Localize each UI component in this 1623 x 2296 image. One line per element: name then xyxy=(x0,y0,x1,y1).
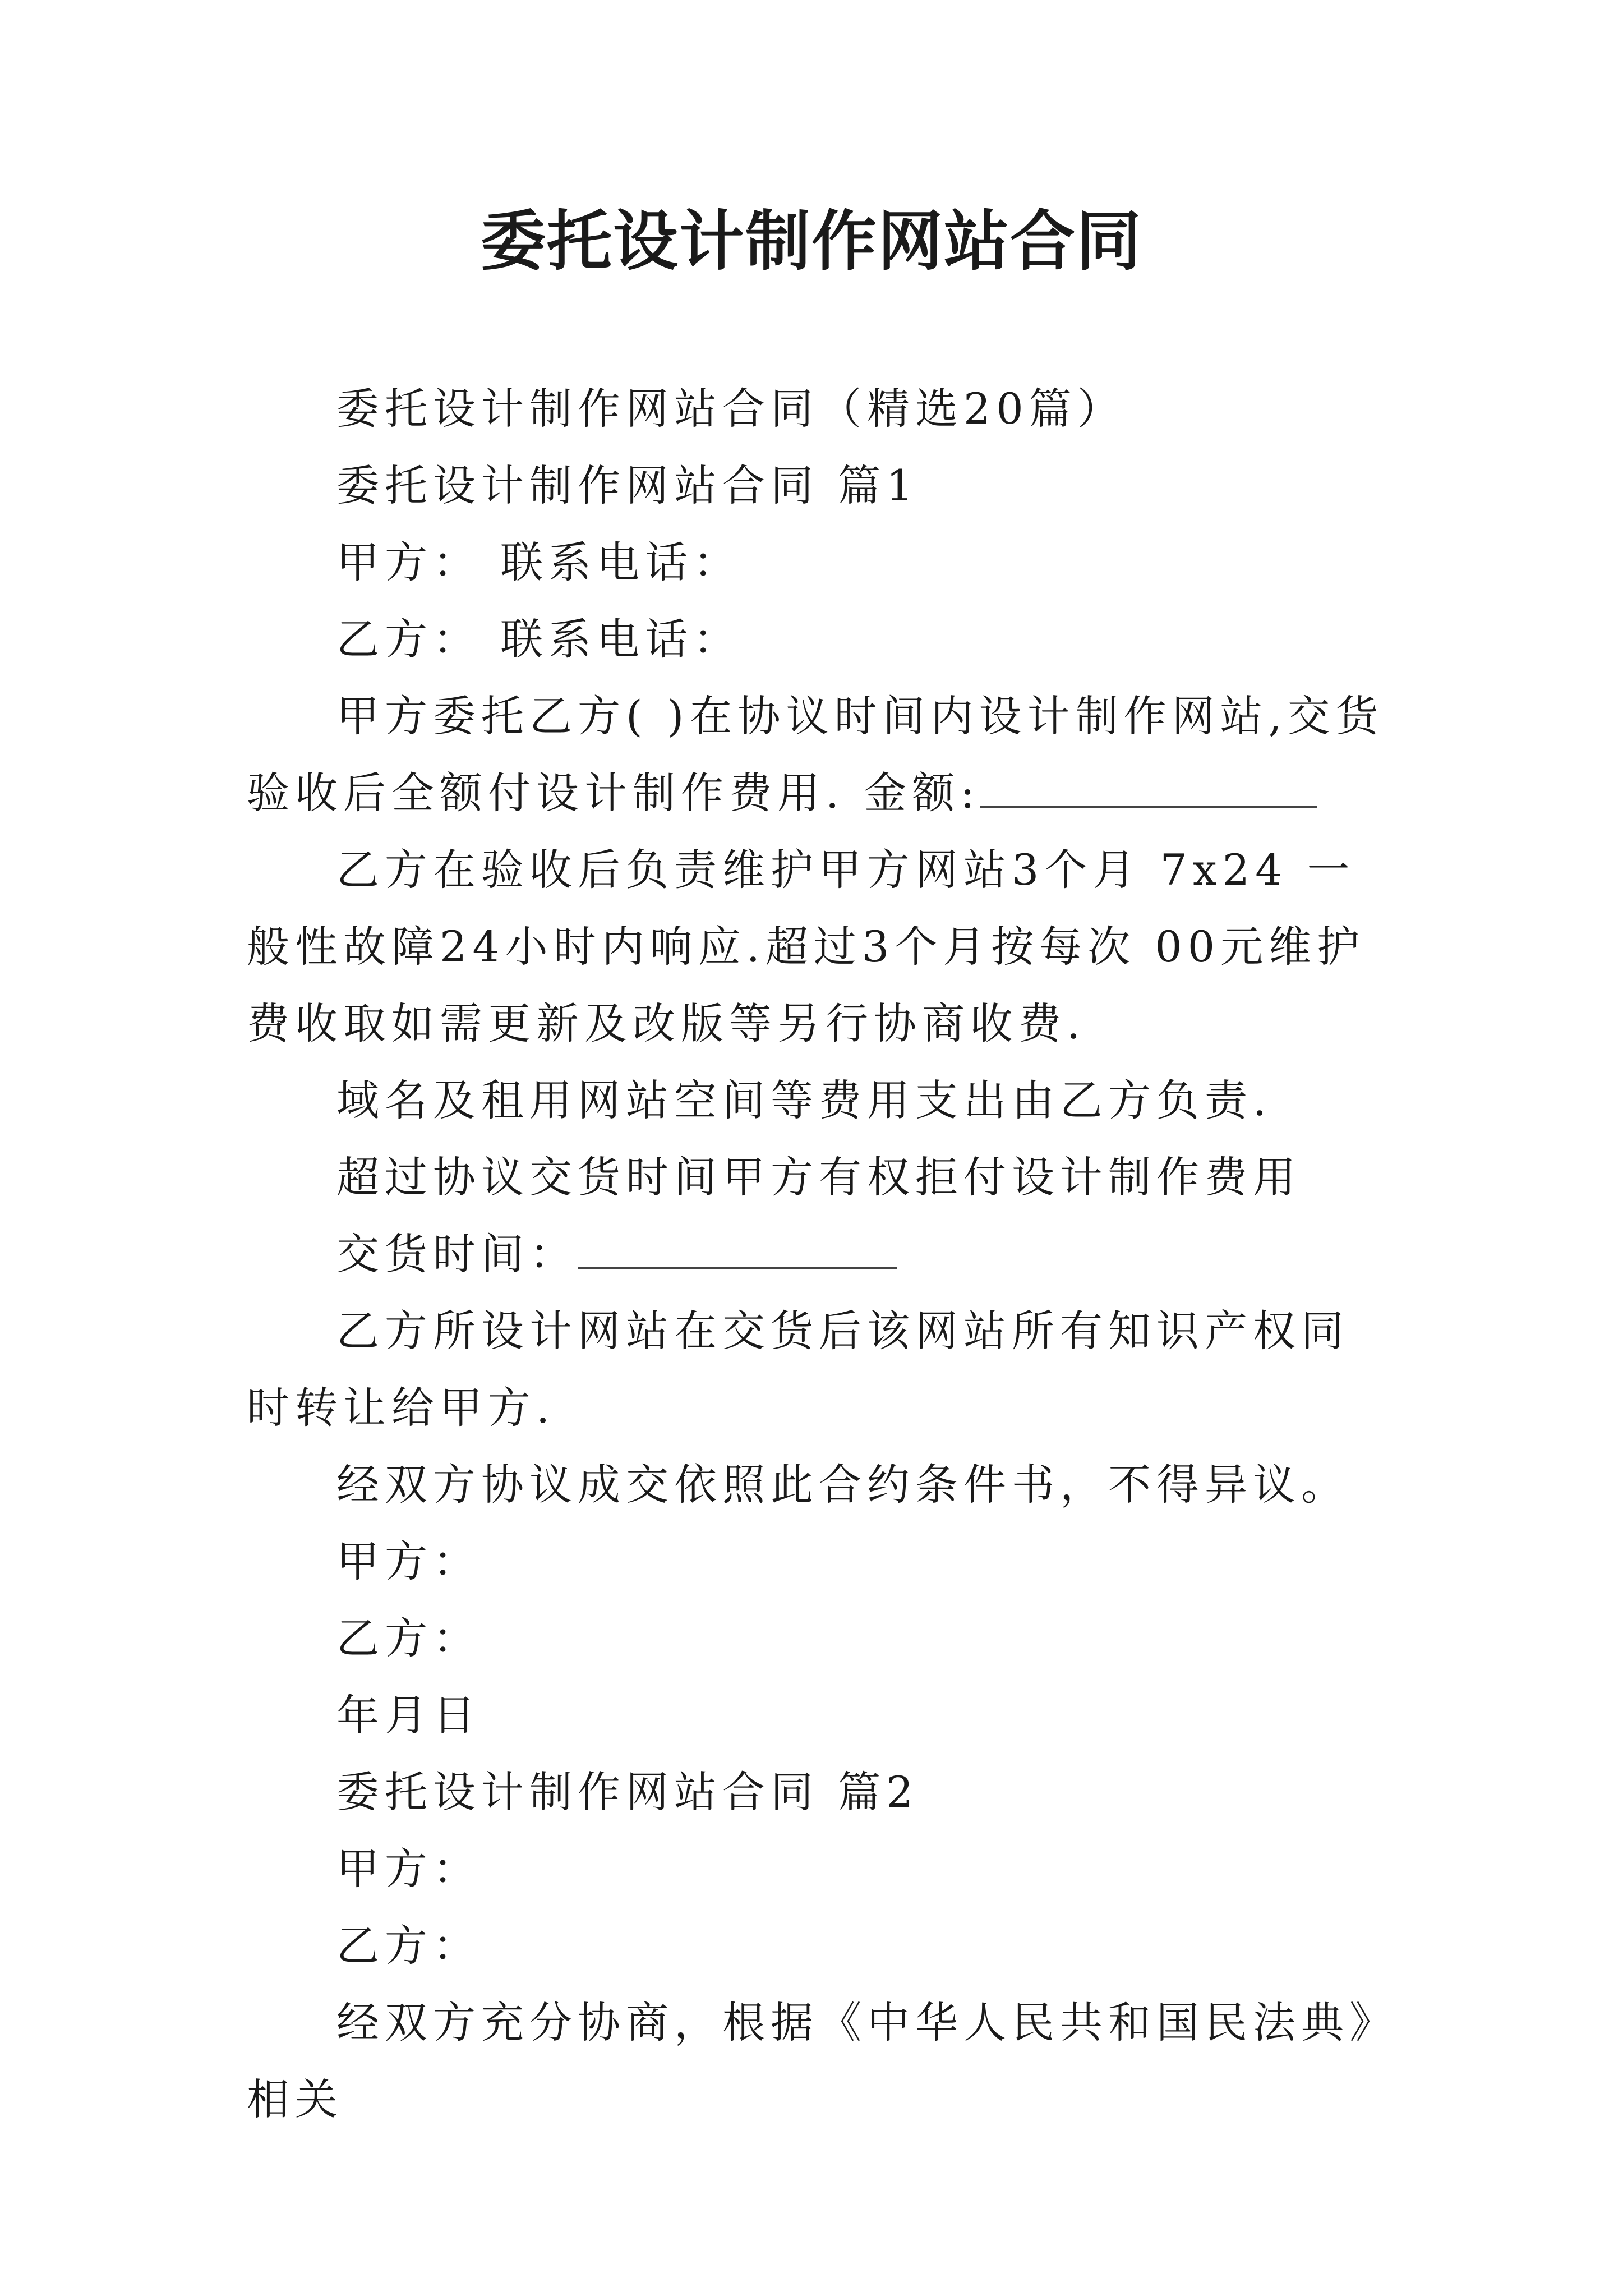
paragraph-party-a-contact: 甲方： 联系电话： xyxy=(336,537,742,587)
paragraph-delivery-time xyxy=(247,1216,1391,1292)
amount-blank-line xyxy=(980,761,1317,808)
paragraph-commission-clause xyxy=(247,678,1391,831)
paragraph-section-2-intro: 经双方充分协商，根据《中华人民共和国民法典》相关 xyxy=(247,1998,1376,2124)
paragraph-section-2-heading: 委托设计制作网站合同 篇2 xyxy=(336,1767,919,1817)
paragraph-section-1-heading: 委托设计制作网站合同 篇1 xyxy=(336,461,919,510)
paragraph-party-b-signature: 乙方： xyxy=(336,1613,481,1663)
paragraph-section-2-party-b: 乙方： xyxy=(336,1921,481,1971)
paragraph-section-2-party-a: 甲方： xyxy=(336,1844,481,1894)
paragraph-ip-transfer-clause: 乙方所设计网站在交货后该网站所有知识产权同时转让给甲方. xyxy=(247,1306,1349,1433)
delivery-time-label: 交货时间： xyxy=(336,1229,578,1279)
paragraph-agreement-clause: 经双方协议成交依照此合约条件书，不得异议。 xyxy=(336,1460,1349,1510)
paragraph-late-delivery-clause: 超过协议交货时间甲方有权拒付设计制作费用 xyxy=(336,1152,1301,1202)
paragraph-party-a-signature: 甲方： xyxy=(336,1536,481,1586)
paragraph-subtitle: 委托设计制作网站合同（精选20篇） xyxy=(336,384,1126,434)
document-body xyxy=(247,370,1391,2138)
delivery-time-blank-line xyxy=(578,1222,897,1269)
commission-clause-text: 甲方委托乙方( )在协议时间内设计制作网站,交货验收后全额付设计制作费用. 金额: xyxy=(247,691,1384,818)
paragraph-maintenance-clause: 乙方在验收后负责维护甲方网站3个月 7x24 一般性故障24小时内响应.超过3个月按每次 00元维护费收取如需更新及改版等另行协商收费. xyxy=(247,845,1366,1048)
paragraph-date-line: 年月日 xyxy=(336,1690,481,1740)
document-title: 委托设计制作网站合同 xyxy=(481,203,1142,279)
paragraph-domain-cost-clause: 域名及租用网站空间等费用支出由乙方负责. xyxy=(336,1075,1272,1125)
paragraph-party-b-contact: 乙方： 联系电话： xyxy=(336,614,742,664)
